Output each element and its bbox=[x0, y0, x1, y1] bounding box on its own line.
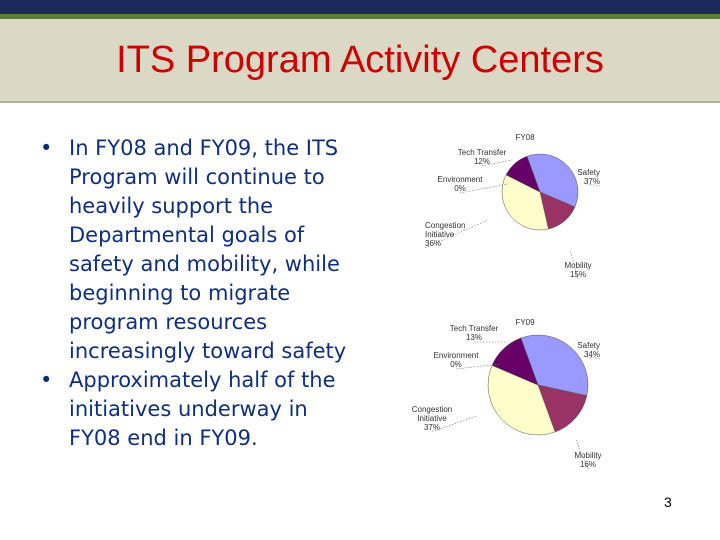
slice-label-safety: Safety bbox=[577, 168, 600, 177]
chart-title: FY08 bbox=[515, 133, 535, 142]
slice-label-congestion-initiative: Congestion bbox=[411, 405, 453, 414]
slice-label-congestion-initiative: Congestion bbox=[425, 221, 466, 230]
slice-value-environment: 0% bbox=[450, 360, 462, 369]
slide-title: ITS Program Activity Centers bbox=[116, 39, 604, 81]
slice-value-tech-transfer: 13% bbox=[465, 333, 483, 342]
slice-value-safety: 34% bbox=[583, 350, 600, 359]
page-number: 3 bbox=[664, 494, 672, 510]
slice-value-safety: 37% bbox=[583, 177, 600, 186]
slice-value-mobility: 16% bbox=[579, 460, 597, 469]
bullet-text: Approximately half of the initiatives underway in FY08 end in FY09. bbox=[69, 368, 336, 450]
chart-title: FY09 bbox=[515, 318, 535, 327]
title-divider bbox=[0, 101, 720, 103]
top-accent-bar bbox=[0, 0, 720, 14]
bullet-item bbox=[40, 134, 360, 366]
slice-label-environment: Environment bbox=[433, 351, 479, 360]
slice-value-congestion-initiative: 36% bbox=[425, 239, 442, 248]
slice-label-safety: Safety bbox=[577, 341, 600, 350]
bullet-dot: • bbox=[40, 368, 53, 392]
slice-label-mobility: Mobility bbox=[564, 261, 592, 270]
slice-label-congestion-initiative: Initiative bbox=[417, 414, 447, 423]
slice-label-tech-transfer: Tech Transfer bbox=[457, 148, 507, 157]
bullet-item bbox=[40, 366, 360, 453]
slice-label-tech-transfer: Tech Transfer bbox=[449, 324, 499, 333]
slice-value-environment: 0% bbox=[454, 184, 466, 193]
leader-line-environment bbox=[460, 184, 508, 193]
pie-charts bbox=[400, 120, 620, 480]
slice-value-mobility: 15% bbox=[569, 270, 587, 279]
slice-label-congestion-initiative: Initiative bbox=[425, 230, 455, 239]
slice-label-mobility: Mobility bbox=[574, 451, 602, 460]
slice-value-tech-transfer: 12% bbox=[473, 157, 491, 166]
bullet-list bbox=[40, 134, 360, 453]
slice-value-congestion-initiative: 37% bbox=[423, 423, 441, 432]
bullet-dot: • bbox=[40, 136, 53, 160]
bullet-text: In FY08 and FY09, the ITS Program will continue to heavily support the Departmental goals of safety and mobility, while beginning to migrate program resources increasingly toward safety bbox=[69, 136, 347, 363]
slice-label-environment: Environment bbox=[437, 175, 483, 184]
